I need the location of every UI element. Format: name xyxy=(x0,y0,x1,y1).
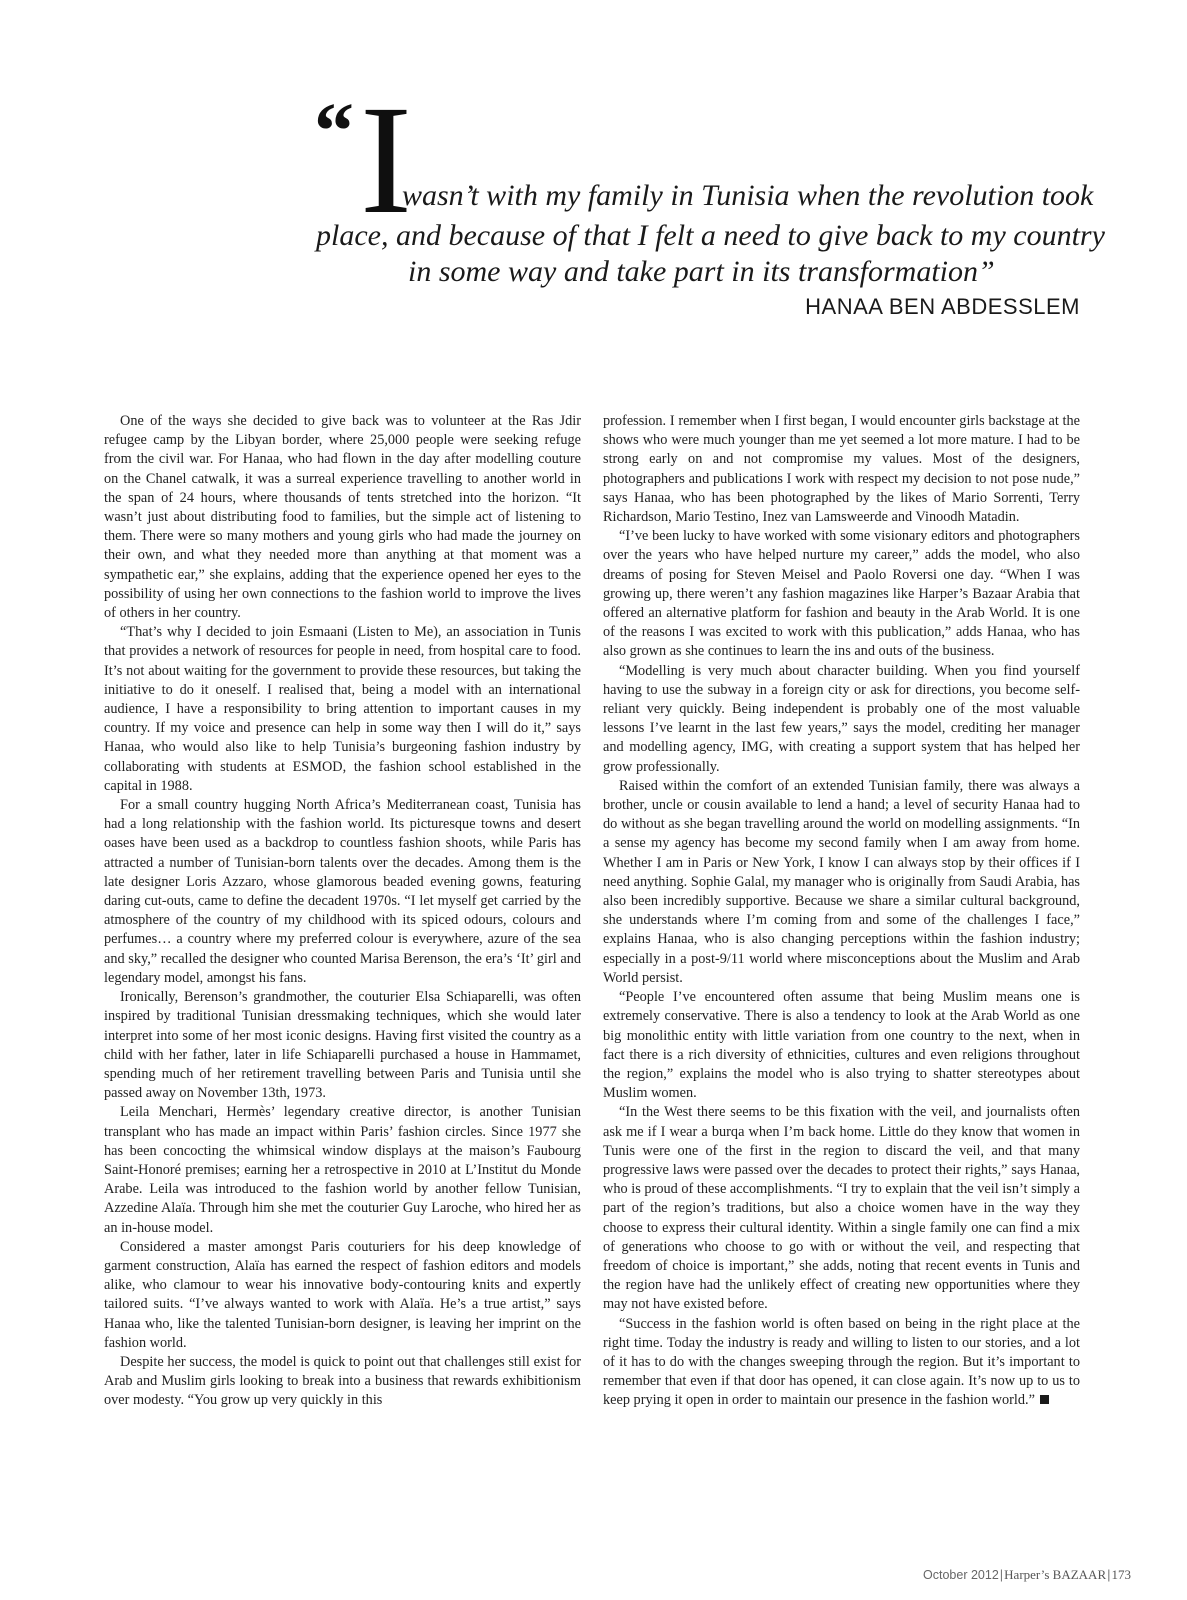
paragraph: “I’ve been lucky to have worked with some visionary editors and photographers over the years who have helped nurture my career,” adds the model, who also dreams of posing for Steven Meisel and Paolo Roversi one day. “When I was growing up, there weren’t any fashion magazines like Harper’s Bazaar Arabia that offered an alternative platform for fashion and beauty in the Arab World. It is one of the reasons I was excited to work with this publication,” adds Hanaa, who has also grown as she continues to learn the ins and outs of the business. xyxy=(603,528,1080,660)
paragraph: For a small country hugging North Africa’s Mediterranean coast, Tunisia has had a long relationship with the fashion world. Its picturesque towns and desert oases have been used as a backdrop to countless fashion shoots, while Paris has attracted a number of Tunisian-born talents over the decades. Among them is the late designer Loris Azzaro, whose glamorous beaded evening gowns, featuring daring cut-outs, came to define the decadent 1970s. “I let myself get carried by the atmosphere of the country of my childhood with its spiced odours, colours and perfumes… a country where my preferred colour is everywhere, azure of the sea and sky,” recalled the designer who counted Marisa Berenson, the era’s ‘It’ girl and legendary model, amongst his fans. xyxy=(104,797,581,986)
pull-quote-open-mark: “ xyxy=(314,88,354,176)
right-column xyxy=(603,412,1080,1411)
folio xyxy=(923,1567,1131,1583)
folio-date: October 2012 xyxy=(923,1568,999,1582)
paragraph: “People I’ve encountered often assume that being Muslim means one is extremely conservative. There is also a tendency to look at the Arab World as one big monolithic entity with little variation from one country to the next, when in fact there is a rich diversity of ethnicities, cultures and even religions throughout the region,” explains the model who is also trying to shatter stereotypes about Muslim women. xyxy=(603,989,1080,1102)
paragraph: Raised within the comfort of an extended Tunisian family, there was always a brother, uncle or cousin available to lend a hand; a level of security Hanaa had to do without as she began travelling around the world on modelling assignments. “In a sense my agency has become my second family when I am away from home. Whether I am in Paris or New York, I know I can always stop by their offices if I need anything. Sophie Galal, my manager who is originally from Saudi Arabia, has also been incredibly supportive. Because we share a similar cultural background, she understands where I’m coming from and some of the challenges I face,” explains Hanaa, who is also changing perceptions within the fashion industry; especially in a post-9/11 world where misconceptions about the Muslim and Arab World persist. xyxy=(603,777,1080,986)
paragraph: Despite her success, the model is quick to point out that challenges still exist for Arab and Muslim girls looking to break into a business that rewards exhibitionism over modesty. “You grow up very quickly in this xyxy=(104,1353,581,1409)
paragraph: profession. I remember when I first began, I would encounter girls backstage at the shows who were much younger than me yet seemed a lot more mature. I had to be strong early on and not compromise my values. Most of the designers, photographers and publications I work with respect my decision to not pose nude,” says Hanaa, who has been photographed by the likes of Mario Sorrenti, Terry Richardson, Mario Testino, Inez van Lamsweerde and Vinoodh Matadin. xyxy=(603,413,1080,526)
folio-separator: | xyxy=(1107,1567,1111,1582)
paragraph-final xyxy=(603,1315,1080,1411)
paragraph: Ironically, Berenson’s grandmother, the couturier Elsa Schiaparelli, was often inspired by traditional Tunisian dressmaking techniques, which she would later interpret into some of her most iconic designs. Having first visited the country as a child with her father, later in life Schiaparelli purchased a house in Hammamet, spending much of her retirement travelling between Paris and Tunisia until she passed away on November 13th, 1973. xyxy=(104,989,581,1102)
paragraph: “Modelling is very much about character building. When you find yourself having to use the subway in a foreign city or ask for directions, you become self-reliant very quickly. Being independent is probably one of the most valuable lessons I’ve learnt in the last few years,” says the model, crediting her manager and modelling agency, IMG, with creating a support system that has helped her grow professionally. xyxy=(603,662,1080,775)
left-column xyxy=(104,412,581,1411)
folio-separator: | xyxy=(999,1567,1004,1582)
paragraph: Considered a master amongst Paris couturiers for his deep knowledge of garment construction, Alaïa has earned the respect of fashion editors and models alike, who clamour to wear his innovative body-contouring knits and expertly tailored suits. “I’ve always wanted to work with Alaïa. He’s a true artist,” says Hanaa who, like the talented Tunisian-born designer, is leaving her imprint on the fashion world. xyxy=(104,1238,581,1351)
pull-quote-line-2: place, and because of that I felt a need to give back to my country xyxy=(316,219,1105,252)
folio-page-number: 173 xyxy=(1111,1567,1131,1582)
paragraph: Leila Menchari, Hermès’ legendary creative director, is another Tunisian transplant who has made an impact within Paris’ fashion circles. Since 1977 she has been concocting the whimsical window displays at the maison’s Faubourg Saint-Honoré premises; earning her a retrospective in 2010 at L’Institut du Monde Arabe. Leila was introduced to the fashion world by another fellow Tunisian, Azzedine Alaïa. Through him she met the couturier Guy Laroche, who hired her as an in-house model. xyxy=(104,1104,581,1236)
pull-quote-line-1: wasn’t with my family in Tunisia when the revolution took xyxy=(402,179,1094,212)
pull-quote-line-3: in some way and take part in its transformation” xyxy=(408,255,995,288)
folio-magazine-name: Harper’s BAZAAR xyxy=(1004,1567,1107,1582)
paragraph-final-text: “Success in the fashion world is often based on being in the right place at the right time. Today the industry is ready and willing to listen to our stories, and a lot of it has to do with the changes sweeping through the region. But it’s important to remember that even if that door has opened, it can close again. It’s now up to us to keep prying it open in order to maintain our presence in the fashion world.” xyxy=(603,1315,1080,1409)
pull-quote xyxy=(300,73,1110,340)
paragraph: “That’s why I decided to join Esmaani (Listen to Me), an association in Tunis that provides a network of resources for people in need, from hospital care to food. It’s not about waiting for the government to provide these resources, but taking the initiative to do it oneself. I realised that, being a model with an international audience, I have a responsibility to bring attention to important causes in my country. If my voice and presence can help in some way then I will do it,” says Hanaa, who would also like to help Tunisia’s burgeoning fashion industry by collaborating with students at ESMOD, the fashion school established in the capital in 1988. xyxy=(104,624,581,794)
pull-quote-attribution: HANAA BEN ABDESSLEM xyxy=(805,294,1080,319)
end-mark-icon xyxy=(1040,1395,1049,1404)
paragraph: “In the West there seems to be this fixation with the veil, and journalists often ask me if I wear a burqa when I’m back home. Little do they know that women in Tunis were one of the first in the region to discard the veil, and that many progressive laws were passed over the decades to protect their rights,” says Hanaa, who is proud of these accomplishments. “I try to explain that the veil isn’t simply a part of the region’s traditions, but also a choice women have in the way they choose to express their cultural identity. Within a single family one can find a mix of generations who choose to go with or without the veil, and respecting that freedom of choice is important,” she adds, noting that recent events in Tunis and the region have had the unlikely effect of creating new opportunities where they may not have existed before. xyxy=(603,1104,1080,1313)
paragraph: One of the ways she decided to give back was to volunteer at the Ras Jdir refugee camp by the Libyan border, where 25,000 people were seeking refuge from the civil war. For Hanaa, who had flown in the day after modelling couture on the Chanel catwalk, it was a surreal experience travelling to another world in the span of 24 hours, where thousands of tents stretched into the horizon. “It wasn’t just about distributing food to families, but the simple act of listening to them. There were so many mothers and young girls who had made the journey on their own, and what they needed more than anything at that moment was a sympathetic ear,” she explains, adding that the experience opened her eyes to the possibility of using her own connections to the fashion world to improve the lives of others in her country. xyxy=(104,413,581,622)
pull-quote-drop-cap: I xyxy=(360,73,412,246)
